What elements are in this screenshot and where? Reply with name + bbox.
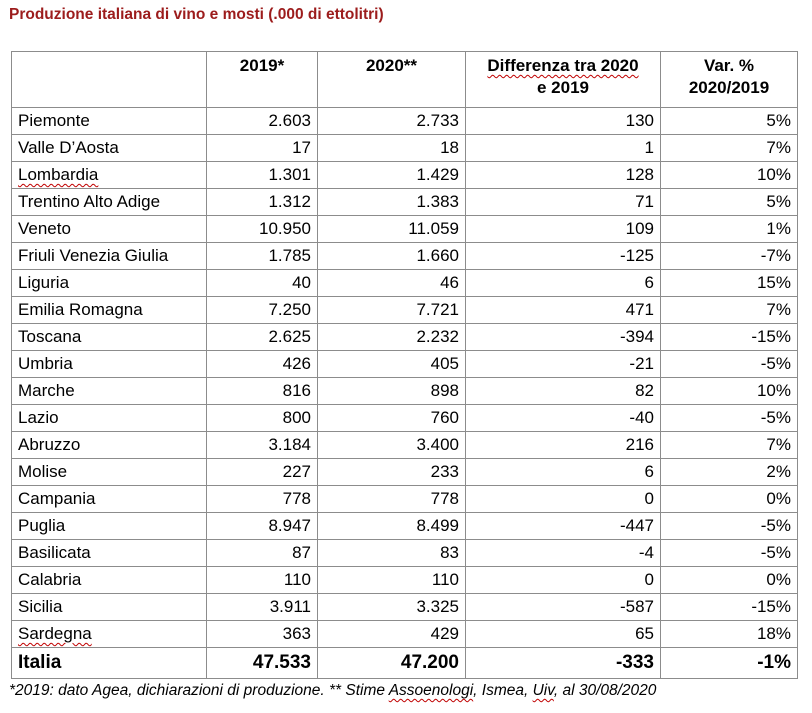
value-2019-cell: 1.785 (207, 243, 318, 270)
variation-cell: 7% (661, 135, 798, 162)
variation-cell: -7% (661, 243, 798, 270)
value-2020-cell: 11.059 (318, 216, 466, 243)
table-row (12, 486, 798, 513)
region-cell: Trentino Alto Adige (12, 189, 207, 216)
difference-cell: 6 (466, 270, 661, 297)
difference-cell: 82 (466, 378, 661, 405)
value-2019-cell: 7.250 (207, 297, 318, 324)
header-2019: 2019* (207, 52, 318, 108)
value-2020-cell: 8.499 (318, 513, 466, 540)
region-cell: Lazio (12, 405, 207, 432)
difference-cell: 71 (466, 189, 661, 216)
region-cell (12, 162, 207, 189)
region-cell: Valle D’Aosta (12, 135, 207, 162)
table-row (12, 270, 798, 297)
region-cell: Campania (12, 486, 207, 513)
table-row (12, 459, 798, 486)
value-2020-cell: 1.429 (318, 162, 466, 189)
value-2019-cell: 17 (207, 135, 318, 162)
value-2019-cell: 10.950 (207, 216, 318, 243)
value-2019-cell: 2.625 (207, 324, 318, 351)
table-row (12, 108, 798, 135)
total-variation-cell: -1% (661, 648, 798, 679)
region-cell: Piemonte (12, 108, 207, 135)
total-value-2020-cell: 47.200 (318, 648, 466, 679)
variation-cell: -15% (661, 324, 798, 351)
variation-cell: -5% (661, 405, 798, 432)
value-2019-cell: 816 (207, 378, 318, 405)
total-value-2019-cell: 47.533 (207, 648, 318, 679)
region-cell: Basilicata (12, 540, 207, 567)
difference-cell: 128 (466, 162, 661, 189)
variation-cell: 0% (661, 486, 798, 513)
variation-cell: 7% (661, 432, 798, 459)
footnote-uiv: Uiv (532, 682, 554, 699)
value-2019-cell: 1.312 (207, 189, 318, 216)
value-2020-cell: 110 (318, 567, 466, 594)
total-difference-cell: -333 (466, 648, 661, 679)
total-row (12, 648, 798, 679)
variation-cell: 5% (661, 108, 798, 135)
value-2020-cell: 83 (318, 540, 466, 567)
value-2020-cell: 3.400 (318, 432, 466, 459)
table-row (12, 351, 798, 378)
variation-cell: -5% (661, 540, 798, 567)
variation-cell: 10% (661, 378, 798, 405)
value-2020-cell: 429 (318, 621, 466, 648)
difference-cell: 471 (466, 297, 661, 324)
difference-cell: -4 (466, 540, 661, 567)
region-cell: Marche (12, 378, 207, 405)
variation-cell: -5% (661, 513, 798, 540)
value-2019-cell: 2.603 (207, 108, 318, 135)
region-cell: Umbria (12, 351, 207, 378)
variation-cell: 7% (661, 297, 798, 324)
region-cell: Emilia Romagna (12, 297, 207, 324)
difference-cell: 0 (466, 567, 661, 594)
value-2019-cell: 363 (207, 621, 318, 648)
value-2020-cell: 18 (318, 135, 466, 162)
region-cell: Liguria (12, 270, 207, 297)
variation-cell: -15% (661, 594, 798, 621)
region-cell: Puglia (12, 513, 207, 540)
region-cell: Abruzzo (12, 432, 207, 459)
value-2020-cell: 778 (318, 486, 466, 513)
difference-cell: 216 (466, 432, 661, 459)
value-2019-cell: 110 (207, 567, 318, 594)
value-2019-cell: 227 (207, 459, 318, 486)
region-cell: Sicilia (12, 594, 207, 621)
header-variation (661, 52, 798, 108)
table-row (12, 162, 798, 189)
region-cell: Molise (12, 459, 207, 486)
value-2020-cell: 1.660 (318, 243, 466, 270)
table-row (12, 297, 798, 324)
table-row (12, 216, 798, 243)
value-2020-cell: 760 (318, 405, 466, 432)
difference-cell: -587 (466, 594, 661, 621)
header-variation-line2: 2020/2019 (688, 78, 770, 97)
value-2019-cell: 778 (207, 486, 318, 513)
table-row (12, 513, 798, 540)
region-cell: Calabria (12, 567, 207, 594)
variation-cell: -5% (661, 351, 798, 378)
value-2020-cell: 898 (318, 378, 466, 405)
difference-cell: 0 (466, 486, 661, 513)
value-2020-cell: 405 (318, 351, 466, 378)
value-2020-cell: 233 (318, 459, 466, 486)
table-row (12, 405, 798, 432)
header-variation-line1: Var. % (703, 56, 755, 75)
region-cell: Veneto (12, 216, 207, 243)
value-2019-cell: 40 (207, 270, 318, 297)
difference-cell: -40 (466, 405, 661, 432)
variation-cell: 5% (661, 189, 798, 216)
header-region (12, 52, 207, 108)
difference-cell: 6 (466, 459, 661, 486)
value-2020-cell: 46 (318, 270, 466, 297)
table-row (12, 432, 798, 459)
value-2020-cell: 2.733 (318, 108, 466, 135)
region-cell (12, 621, 207, 648)
table-row (12, 378, 798, 405)
value-2020-cell: 3.325 (318, 594, 466, 621)
variation-cell: 10% (661, 162, 798, 189)
table-row (12, 594, 798, 621)
difference-cell: -394 (466, 324, 661, 351)
table-row (12, 324, 798, 351)
difference-cell: -125 (466, 243, 661, 270)
region-name: Lombardia (18, 165, 99, 184)
header-difference (466, 52, 661, 108)
table-row (12, 243, 798, 270)
footnote-part3: , al 30/08/2020 (553, 682, 657, 699)
region-cell: Friuli Venezia Giulia (12, 243, 207, 270)
table-row (12, 189, 798, 216)
value-2020-cell: 1.383 (318, 189, 466, 216)
value-2019-cell: 1.301 (207, 162, 318, 189)
header-2020: 2020** (318, 52, 466, 108)
table-row (12, 567, 798, 594)
footnote-assoenologi: Assoenologi (388, 682, 474, 699)
wine-production-table (11, 51, 798, 679)
variation-cell: 1% (661, 216, 798, 243)
table-title: Produzione italiana di vino e mosti (.000 di ettolitri) (9, 6, 384, 23)
difference-cell: -21 (466, 351, 661, 378)
value-2019-cell: 8.947 (207, 513, 318, 540)
difference-cell: -447 (466, 513, 661, 540)
region-cell: Toscana (12, 324, 207, 351)
value-2019-cell: 87 (207, 540, 318, 567)
variation-cell: 15% (661, 270, 798, 297)
footnote-part2: , Ismea, (473, 682, 533, 699)
value-2019-cell: 426 (207, 351, 318, 378)
value-2019-cell: 3.911 (207, 594, 318, 621)
difference-cell: 65 (466, 621, 661, 648)
footnote-part1: *2019: dato Agea, dichiarazioni di produzione. ** Stime (9, 682, 389, 699)
value-2019-cell: 3.184 (207, 432, 318, 459)
difference-cell: 130 (466, 108, 661, 135)
value-2020-cell: 7.721 (318, 297, 466, 324)
table-row (12, 540, 798, 567)
region-name: Sardegna (18, 624, 92, 643)
header-difference-line2: e 2019 (537, 78, 589, 97)
footnote (9, 682, 656, 700)
variation-cell: 0% (661, 567, 798, 594)
variation-cell: 2% (661, 459, 798, 486)
value-2019-cell: 800 (207, 405, 318, 432)
variation-cell: 18% (661, 621, 798, 648)
header-difference-line1: Differenza tra 2020 (487, 56, 639, 75)
difference-cell: 1 (466, 135, 661, 162)
difference-cell: 109 (466, 216, 661, 243)
table-row (12, 621, 798, 648)
value-2020-cell: 2.232 (318, 324, 466, 351)
header-row (12, 52, 798, 108)
table-row (12, 135, 798, 162)
total-region-cell: Italia (12, 648, 207, 679)
